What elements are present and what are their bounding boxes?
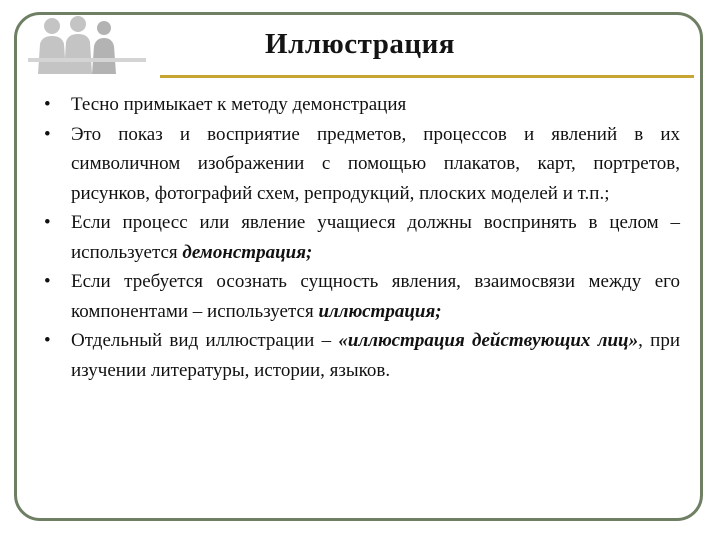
bullet-item: [44, 208, 680, 267]
emphasis-text: иллюстрация;: [318, 300, 442, 322]
bullet-list: [44, 90, 680, 385]
bullet-item: [44, 120, 680, 209]
bullet-text: Тесно примыкает к методу демонстрация: [71, 94, 407, 115]
bullet-item: [44, 90, 680, 120]
bullet-text: , при изучении литературы, истории, языков.: [71, 330, 680, 381]
emphasis-text: «иллюстрация действующих лиц»: [338, 330, 639, 351]
title-underline: [160, 75, 694, 78]
bullet-item: [44, 326, 680, 385]
bullet-text: Если процесс или явление учащиеся должны воспринять в целом – используется: [71, 212, 680, 263]
bullet-text: Отдельный вид иллюстрации –: [71, 330, 339, 351]
bullet-text: Это показ и восприятие предметов, процессов и явлений в их символичном изображении с помощью плакатов, карт, портретов, рисунков, фотографий схем, репродукций, плоских моделей и т.п.;: [71, 123, 680, 204]
bullet-item: [44, 267, 680, 326]
emphasis-text: демонстрация;: [182, 241, 313, 263]
slide-title: Иллюстрация: [265, 28, 455, 60]
bullet-text: Если требуется осознать сущность явления, взаимосвязи между его компонентами – используется: [71, 271, 680, 322]
